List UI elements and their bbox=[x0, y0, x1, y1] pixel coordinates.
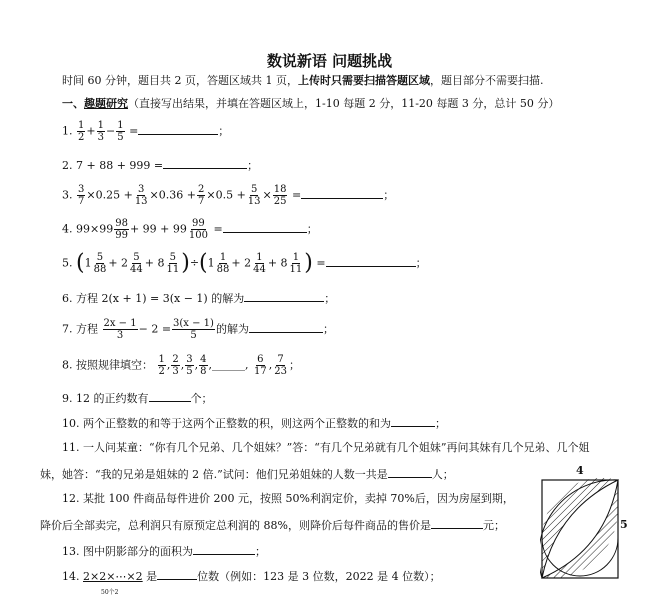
answer-blank-5[interactable] bbox=[326, 255, 416, 267]
answer-blank-4[interactable] bbox=[223, 221, 307, 233]
question-3: 3. $\frac{3}{7}$ ×0.25 + $\frac{3}{13}$ ×0.36 + $\frac{2}{7}$ ×0.5 + $\frac{5}{13}$ × $\frac{18}{25}$ = ； bbox=[62, 184, 395, 207]
question-8: 8. 按照规律填空： $\frac{1}{2}$ , $\frac{2}{3}$ , $\frac{3}{5}$ , $\frac{4}{8}$ ,______, $\frac{6}{17}$ , $\frac{7}{23}$ ； bbox=[62, 354, 300, 377]
figure-top-label: 4 bbox=[576, 464, 584, 477]
answer-blank-2[interactable] bbox=[163, 157, 247, 169]
shaded-figure bbox=[540, 478, 620, 580]
question-7: 7. 方程 $\frac{2x - 1}{3}$ − 2 = $\frac{3(x - 1)}{5}$ 的解为 ； bbox=[62, 318, 334, 341]
answer-blank-1[interactable] bbox=[138, 123, 218, 135]
question-12-line1: 12. 某批 100 件商品每件进价 200 元，按照 50%利润定价，卖掉 70%后，因为房屋到期， bbox=[62, 492, 514, 505]
question-10: 10. 两个正整数的和等于这两个正整数的积，则这两个正整数的和为 ； bbox=[62, 417, 446, 430]
answer-blank-7[interactable] bbox=[249, 321, 323, 333]
answer-blank-9[interactable] bbox=[149, 390, 191, 402]
page-title: 数说新语 问题挑战 bbox=[266, 52, 393, 70]
answer-blank-12[interactable] bbox=[431, 517, 483, 529]
intro-line: 时间 60 分钟，题目共 2 页，答题区域共 1 页，上传时只需要扫描答题区域，题目部分不需要扫描. bbox=[62, 74, 544, 87]
question-9: 9. 12 的正约数有 个； bbox=[62, 392, 213, 405]
question-4: 4. 99×99 $\frac{98}{99}$ + 99 + 99 $\frac{99}{100}$ = ； bbox=[62, 218, 318, 241]
question-2: 2. 7 + 88 + 999 = ； bbox=[62, 159, 259, 172]
question-13: 13. 图中阴影部分的面积为 ； bbox=[62, 545, 266, 558]
answer-blank-6[interactable] bbox=[244, 290, 324, 302]
question-1: 1. $\frac{1}{2}$ + $\frac{1}{3}$ − $\frac{1}{5}$ = ； bbox=[62, 120, 230, 143]
question-14: 14. 2×2×⋯×2 50个2 是 位数（例如：123 是 3 位数，2022 是 4 位数）； bbox=[62, 570, 441, 596]
question-6: 6. 方程 2(x + 1) = 3(x − 1) 的解为 ； bbox=[62, 292, 336, 305]
answer-blank-11[interactable] bbox=[388, 466, 432, 478]
answer-blank-13[interactable] bbox=[193, 543, 255, 555]
answer-blank-3[interactable] bbox=[301, 187, 383, 199]
answer-blank-14[interactable] bbox=[157, 568, 197, 580]
question-11-line1: 11. 一人问某童：“你有几个兄弟、几个姐妹？”答：“有几个兄弟就有几个姐妹”再问其妹有几个兄弟、几个姐 bbox=[62, 441, 590, 454]
question-11-line2: 妹，她答：“我的兄弟是姐妹的 2 倍.”试问：他们兄弟姐妹的人数一共是 人； bbox=[40, 468, 454, 481]
figure-side-label: 5 bbox=[620, 518, 628, 531]
question-5: 5. (1 $\frac{5}{88}$ + 2 $\frac{5}{44}$ + 8 $\frac{5}{11}$ )÷(1 $\frac{1}{88}$ + 2 $\frac{1}{44}$ + 8 $\frac{1}{11}$ ) = ； bbox=[62, 250, 427, 276]
question-12-line2: 降价后全部卖完，总利润只有原预定总利润的 88%，则降价后每件商品的售价是 元； bbox=[40, 519, 505, 532]
section-header: 一、趣题研究（直接写出结果，并填在答题区域上，1-10 每题 2 分，11-20 每题 3 分，总计 50 分） bbox=[62, 97, 560, 110]
answer-blank-10[interactable] bbox=[391, 415, 435, 427]
